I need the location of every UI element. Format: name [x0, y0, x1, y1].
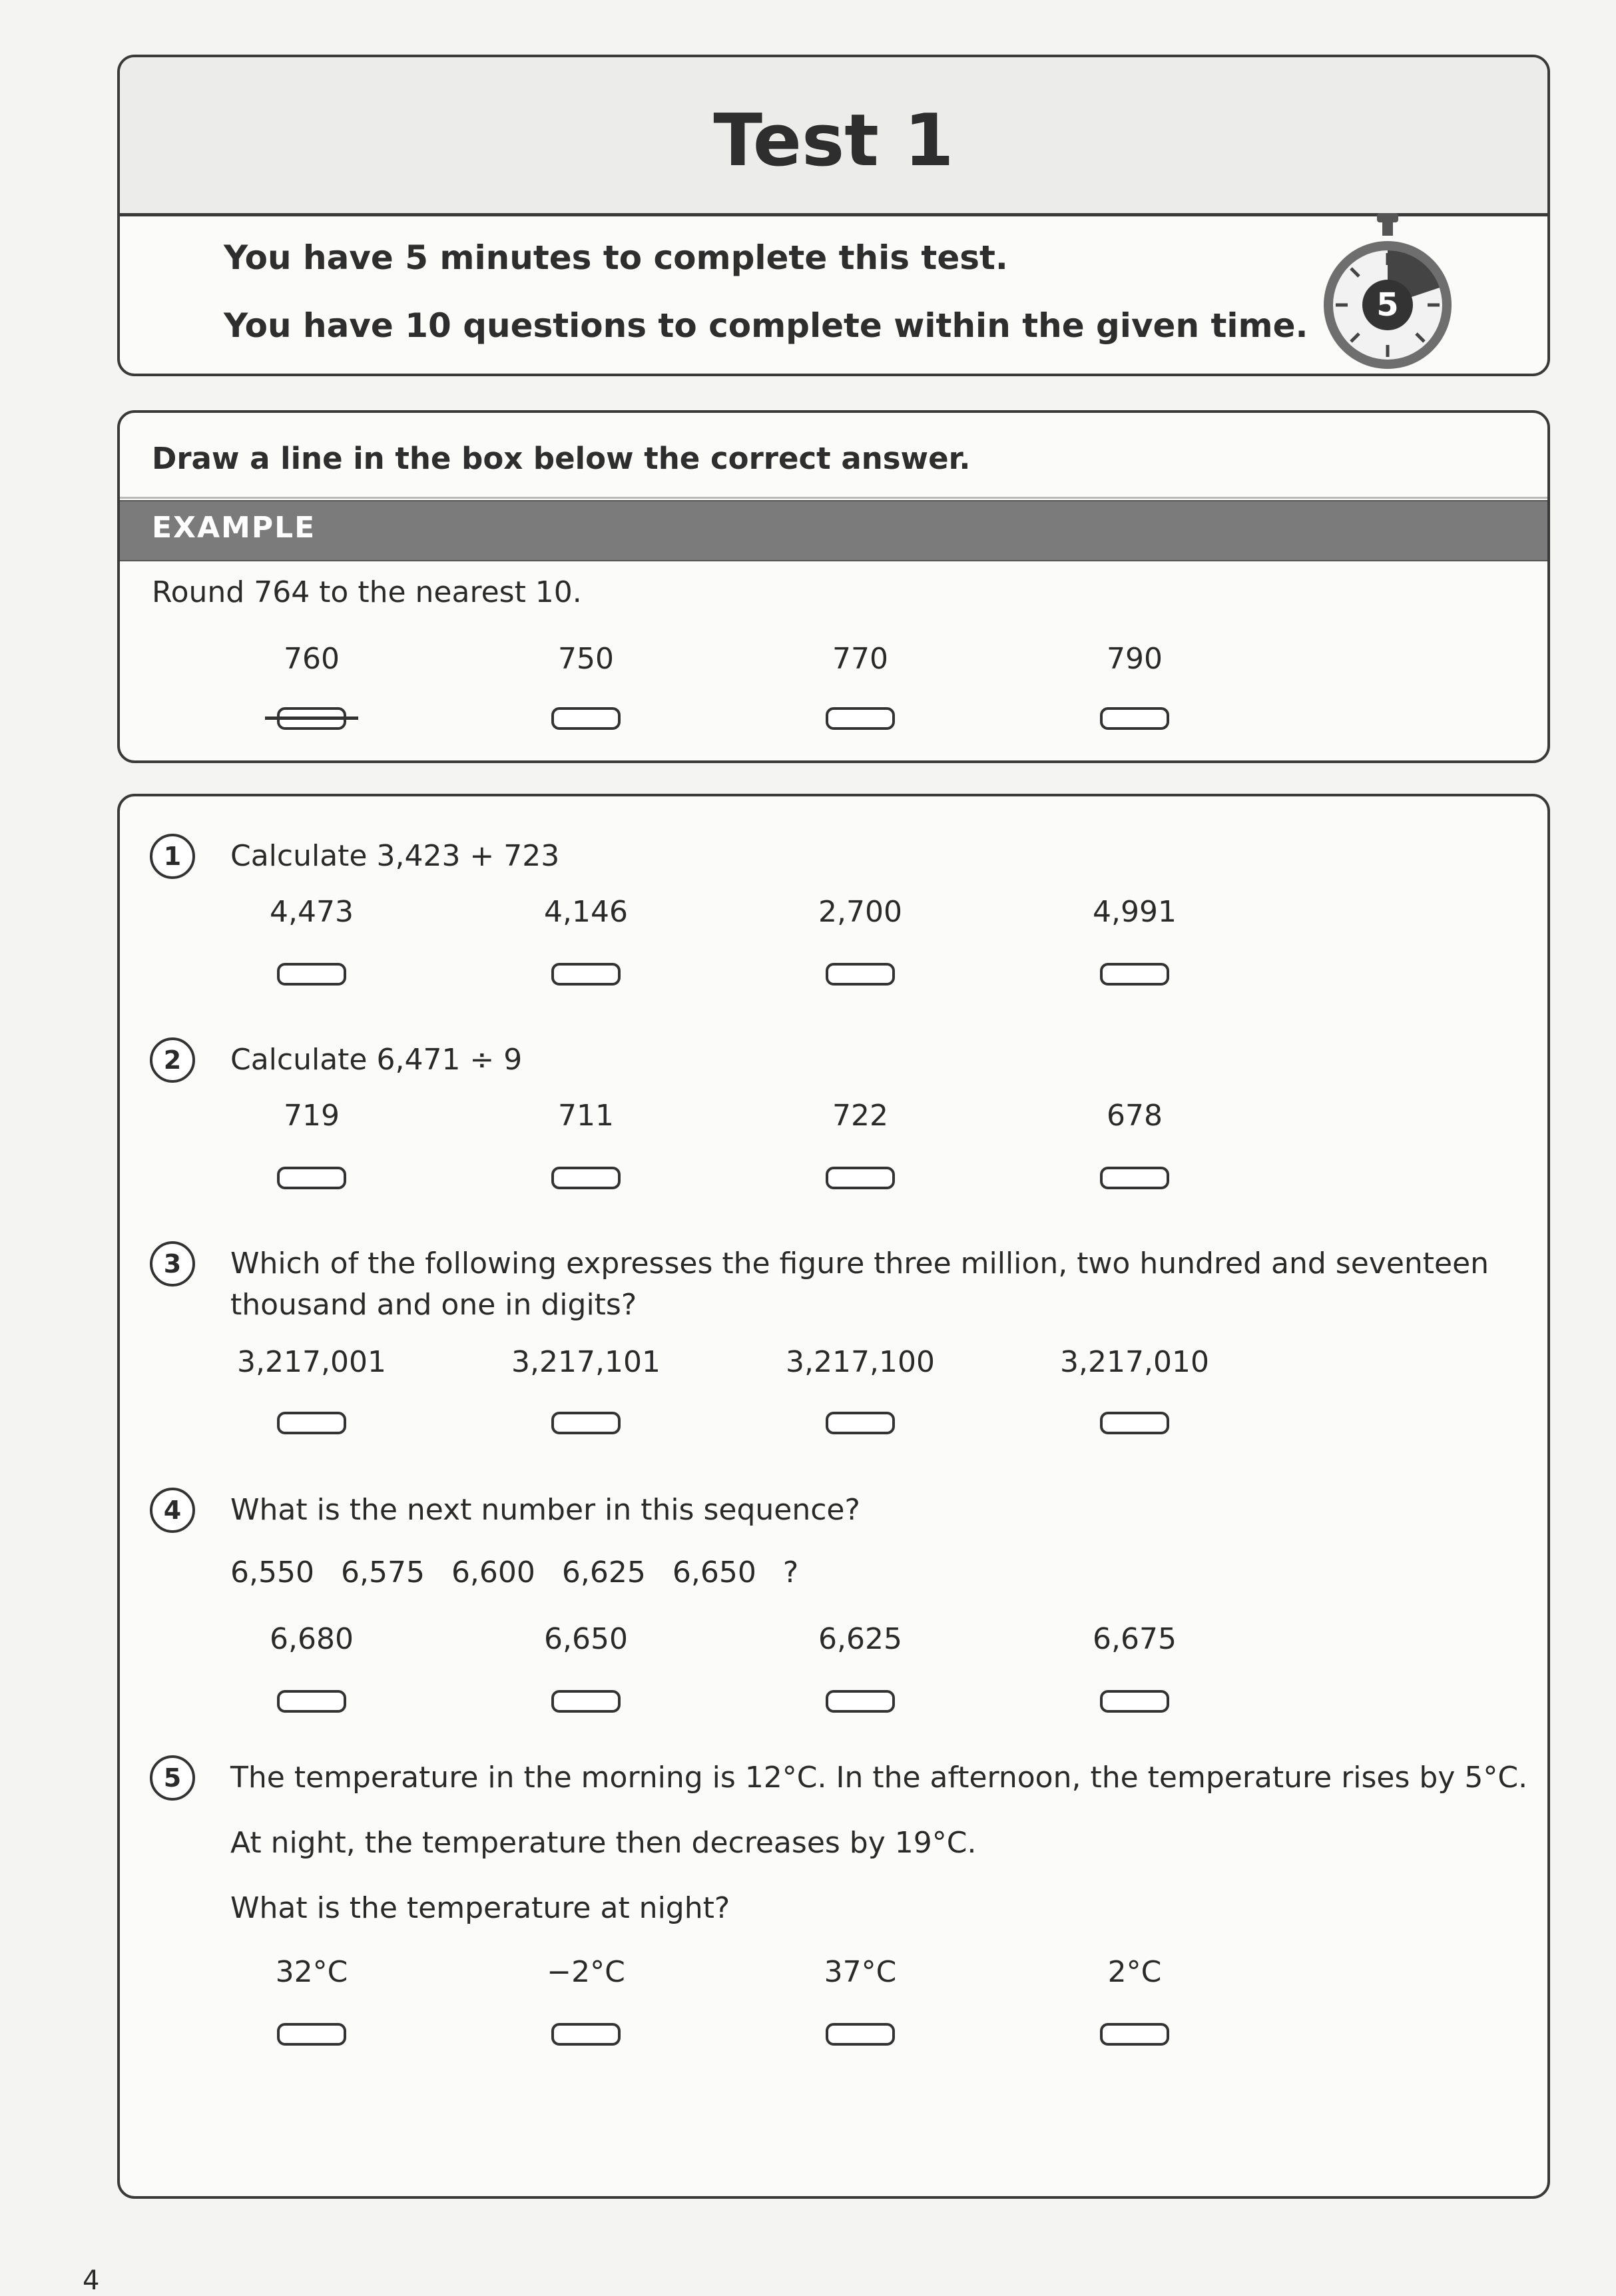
answer-box[interactable]: [1100, 1690, 1169, 1713]
answer-box[interactable]: [277, 1167, 346, 1189]
example-answer-box[interactable]: [551, 707, 621, 730]
answer-box[interactable]: [826, 1412, 895, 1434]
question-text-continued: What is the temperature at night?: [230, 1891, 730, 1925]
answer-box[interactable]: [277, 963, 346, 986]
option-label: 3,217,100: [786, 1345, 935, 1379]
option-label: 4,473: [270, 895, 354, 929]
example-question: Round 764 to the nearest 10.: [152, 575, 582, 609]
question-text: Calculate 6,471 ÷ 9: [230, 1043, 523, 1077]
number-sequence: [230, 1556, 825, 1589]
answer-box[interactable]: [1100, 2023, 1169, 2046]
option-label: 6,680: [270, 1622, 354, 1656]
option-label: 722: [832, 1099, 888, 1133]
option-label: 3,217,101: [511, 1345, 661, 1379]
option-label: 719: [284, 1099, 340, 1133]
option-label: 6,650: [544, 1622, 628, 1656]
question-number: 5: [150, 1755, 195, 1801]
option-label: 4,146: [544, 895, 628, 929]
example-option-label: 770: [832, 642, 888, 676]
instruction-text: Draw a line in the box below the correct answer.: [152, 441, 971, 476]
option-label: 2,700: [818, 895, 902, 929]
question-text: The temperature in the morning is 12°C. In the afternoon, the temperature rises by 5°C.: [230, 1761, 1528, 1795]
option-label: −2°C: [547, 1955, 625, 1989]
title-band: [120, 57, 1547, 216]
option-label: 678: [1107, 1099, 1163, 1133]
sequence-term: 6,550: [230, 1556, 314, 1589]
answer-mark-line: [265, 717, 358, 720]
answer-box[interactable]: [1100, 1412, 1169, 1434]
option-label: 37°C: [824, 1955, 897, 1989]
option-label: 6,675: [1093, 1622, 1177, 1656]
answer-box[interactable]: [826, 1690, 895, 1713]
divider: [120, 497, 1547, 499]
option-label: 2°C: [1107, 1955, 1162, 1989]
answer-box[interactable]: [277, 1690, 346, 1713]
answer-box[interactable]: [1100, 963, 1169, 986]
title-panel: [117, 55, 1550, 376]
question-text: Which of the following expresses the figure three million, two hundred and seventeen: [230, 1247, 1489, 1281]
sequence-term: ?: [782, 1556, 799, 1589]
option-label: 32°C: [275, 1955, 348, 1989]
answer-box[interactable]: [826, 2023, 895, 2046]
timer-value: 5: [1376, 286, 1399, 324]
example-option-label: 750: [558, 642, 614, 676]
question-number: 1: [150, 834, 195, 879]
answer-box[interactable]: [551, 1167, 621, 1189]
example-label: EXAMPLE: [152, 511, 316, 545]
answer-box[interactable]: [277, 1412, 346, 1434]
option-label: 3,217,010: [1060, 1345, 1209, 1379]
example-band: [120, 500, 1547, 561]
sequence-term: 6,600: [451, 1556, 535, 1589]
answer-box[interactable]: [277, 2023, 346, 2046]
option-label: 711: [558, 1099, 614, 1133]
example-option-label: 790: [1107, 642, 1163, 676]
example-panel: [117, 410, 1550, 763]
question-text: Calculate 3,423 + 723: [230, 839, 560, 873]
sequence-term: 6,650: [672, 1556, 756, 1589]
answer-box[interactable]: [551, 2023, 621, 2046]
example-answer-box[interactable]: [1100, 707, 1169, 730]
sequence-term: 6,575: [340, 1556, 425, 1589]
question-number: 3: [150, 1241, 195, 1287]
question-text-continued: At night, the temperature then decreases by 19°C.: [230, 1826, 977, 1860]
question-text: What is the next number in this sequence?: [230, 1493, 860, 1527]
answer-box[interactable]: [551, 963, 621, 986]
page-number: 4: [83, 2265, 100, 2296]
answer-box[interactable]: [826, 963, 895, 986]
intro-line-questions: You have 10 questions to complete within the given time.: [224, 306, 1308, 345]
option-label: 3,217,001: [237, 1345, 386, 1379]
intro-line-time: You have 5 minutes to complete this test.: [224, 238, 1008, 277]
stopwatch-icon: [1316, 212, 1460, 372]
question-text-continued: thousand and one in digits?: [230, 1288, 637, 1322]
page-title: Test 1: [713, 99, 954, 182]
answer-box[interactable]: [826, 1167, 895, 1189]
answer-box[interactable]: [551, 1690, 621, 1713]
question-number: 4: [150, 1488, 195, 1533]
option-label: 4,991: [1093, 895, 1177, 929]
questions-panel: [117, 794, 1550, 2199]
sequence-term: 6,625: [561, 1556, 646, 1589]
answer-box[interactable]: [1100, 1167, 1169, 1189]
answer-box[interactable]: [551, 1412, 621, 1434]
example-answer-box[interactable]: [826, 707, 895, 730]
option-label: 6,625: [818, 1622, 902, 1656]
question-number: 2: [150, 1037, 195, 1083]
example-option-label: 760: [284, 642, 340, 676]
